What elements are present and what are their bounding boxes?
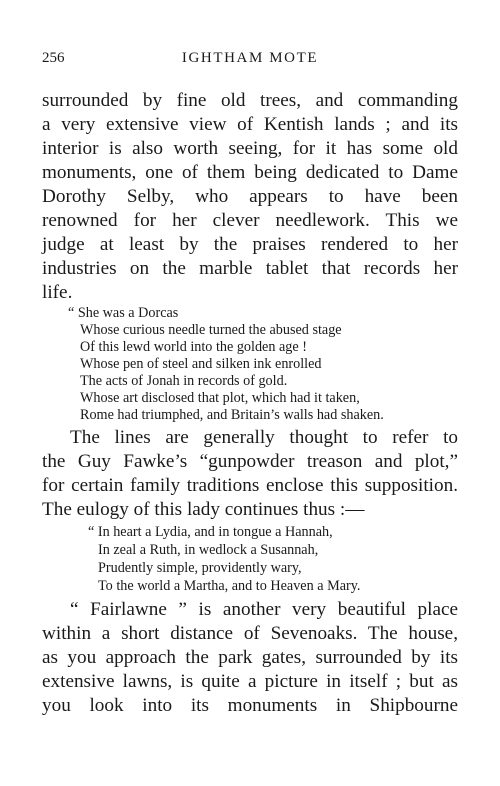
text-line: you look into its monuments in Shipbourne: [42, 695, 458, 716]
verse-line: “ She was a Dorcas: [68, 305, 179, 321]
text-line: life.: [42, 282, 73, 303]
text-line: The eulogy of this lady continues thus :—: [42, 499, 365, 520]
verse-line: In zeal a Ruth, in wedlock a Susannah,: [98, 542, 319, 558]
verse-line: “ In heart a Lydia, and in tongue a Hannah,: [88, 524, 333, 540]
verse-line: Whose art disclosed that plot, which had it taken,: [80, 390, 360, 406]
text-line: renowned for her clever needlework. This we: [42, 210, 458, 231]
verse-line: Rome had triumphed, and Britain’s walls had shaken.: [80, 407, 384, 423]
text-line: the Guy Fawke’s “gunpowder treason and plot,”: [42, 451, 458, 472]
verse-line: To the world a Martha, and to Heaven a Mary.: [98, 578, 361, 594]
verse-line: Prudently simple, providently wary,: [98, 560, 302, 576]
verse-line: Whose curious needle turned the abused stage: [80, 322, 342, 338]
text-line: a very extensive view of Kentish lands ; and its: [42, 114, 458, 135]
text-line: The lines are generally thought to refer to: [70, 427, 458, 448]
text-line: surrounded by fine old trees, and commanding: [42, 90, 458, 111]
running-title: IGHTHAM MOTE: [181, 50, 319, 66]
text-line: for certain family traditions enclose this supposition.: [42, 475, 458, 496]
text-line: Dorothy Selby, who appears to have been: [42, 186, 458, 207]
verse-line: Of this lewd world into the golden age !: [80, 339, 307, 355]
text-line: interior is also worth seeing, for it has some old: [42, 138, 458, 159]
text-line: “ Fairlawne ” is another very beautiful place: [70, 599, 458, 620]
text-line: extensive lawns, is quite a picture in itself ; but as: [42, 671, 458, 692]
text-line: industries on the marble tablet that records her: [42, 258, 458, 279]
page-header: [42, 50, 458, 72]
text-line: within a short distance of Sevenoaks. The house,: [42, 623, 458, 644]
text-line: monuments, one of them being dedicated to Dame: [42, 162, 458, 183]
verse-line: Whose pen of steel and silken ink enrolled: [80, 356, 322, 372]
verse-line: The acts of Jonah in records of gold.: [80, 373, 288, 389]
text-line: judge at least by the praises rendered to her: [42, 234, 458, 255]
page-number: 256: [42, 50, 65, 66]
text-line: as you approach the park gates, surrounded by its: [42, 647, 458, 668]
